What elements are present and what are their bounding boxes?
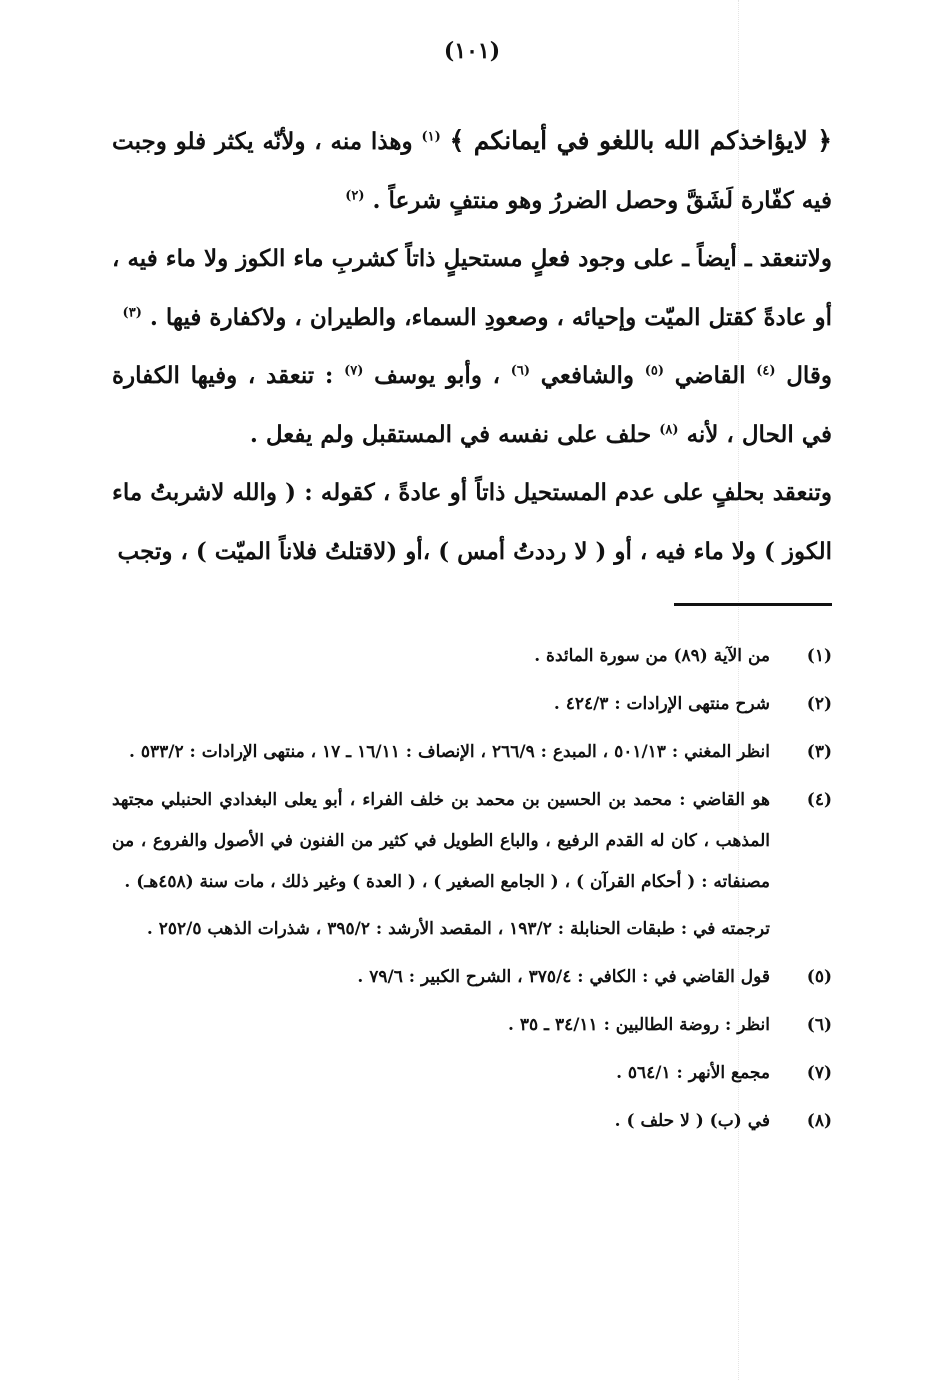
footnote-number: (٤) — [806, 790, 832, 810]
footnote-text: من الآية (٨٩) من سورة المائدة . — [534, 646, 770, 666]
footnote-text: انظر : روضة الطالبين : ٣٤/١١ ـ ٣٥ . — [508, 1015, 770, 1035]
footnote-ref-2[interactable]: (٢) — [345, 187, 365, 203]
footnote-5 — [112, 957, 832, 998]
footnote-number: (٦) — [806, 1015, 832, 1035]
footnotes — [112, 636, 832, 1149]
paragraph-3-text-a: وقال — [786, 362, 833, 389]
paragraph-4-text: وتنعقد بحلفٍ على عدم المستحيل ذاتاً أو عادةً ، كقوله : ( والله لاشربتُ ماء الكوز ) ولا ماء فيه ، أو ( لا رددتُ أمس ) ،أو (لاقتلتُ فلاناً الميّت ) ، وتجب — [112, 479, 832, 565]
paragraph-2 — [112, 230, 832, 347]
paragraph-1 — [112, 112, 832, 230]
footnote-text: شرح منتهى الإرادات : ٤٢٤/٣ . — [553, 694, 770, 714]
paragraph-3 — [112, 347, 832, 464]
paragraph-3-text-b: القاضي — [674, 362, 746, 389]
footnote-text: قول القاضي في : الكافي : ٣٧٥/٤ ، الشرح الكبير : ٧٩/٦ . — [357, 967, 770, 987]
footnote-text: مجمع الأنهر : ٥٦٤/١ . — [616, 1063, 770, 1083]
footnote-number: (١) — [806, 646, 832, 666]
footnote-3 — [112, 732, 832, 773]
footnote-number: (٢) — [806, 694, 832, 714]
paragraph-3-text-c: والشافعي — [540, 362, 635, 389]
footnote-number: (٥) — [806, 967, 832, 987]
paragraph-3-text-e: : تنعقد ، وفيها الكفارة في الحال ، لأنه — [112, 362, 832, 448]
footnote-1 — [112, 636, 832, 677]
footnote-text: في (ب) ( لا حلف ) . — [614, 1111, 770, 1131]
paragraph-3-text-d: ، وأبو يوسف — [374, 362, 501, 389]
footnote-text-sources: ترجمته في : طبقات الحنابلة : ١٩٣/٢ ، المقصد الأرشد : ٣٩٥/٢ ، شذرات الذهب ٢٥٢/٥ . — [146, 919, 770, 939]
footnote-ref-3[interactable]: (٣) — [122, 304, 142, 320]
footnote-number: (٣) — [806, 742, 832, 762]
footnote-4 — [112, 780, 832, 950]
footnote-text: انظر المغني : ٥٠١/١٣ ، المبدع : ٢٦٦/٩ ، الإنصاف : ١٦/١١ ـ ١٧ ، منتهى الإرادات : ٥٣٣/٢ . — [129, 742, 770, 762]
footnote-ref-6[interactable]: (٦) — [510, 363, 531, 379]
footnote-number: (٧) — [806, 1063, 832, 1083]
footnote-ref-4[interactable]: (٤) — [756, 363, 776, 379]
footnote-ref-8[interactable]: (٨) — [659, 421, 679, 437]
footnote-7 — [112, 1053, 832, 1094]
page-number: (١٠١) — [443, 38, 501, 64]
footnote-ref-5[interactable]: (٥) — [644, 363, 665, 379]
footnote-2 — [112, 684, 832, 725]
paragraph-2-text: ولاتنعقد ـ أيضاً ـ على وجود فعلٍ مستحيلٍ ذاتاً كشربِ ماء الكوز ولا ماء فيه ، أو عادةً كقتل الميّت وإحيائه ، وصعودِ السماء، والطيران ، ولاكفارة فيها . — [112, 245, 832, 331]
paragraph-3-text-f: حلف على نفسه في المستقبل ولم يفعل . — [249, 420, 652, 448]
footnote-6 — [112, 1005, 832, 1046]
paragraph-4 — [112, 464, 832, 581]
footnote-separator — [674, 603, 832, 606]
footnote-ref-7[interactable]: (٧) — [344, 363, 364, 379]
quran-verse: ﴿ لايؤاخذكم الله باللغو في أيمانكم ﴾ — [449, 126, 832, 155]
footnote-number: (٨) — [806, 1111, 832, 1131]
paragraph-1-text: وهذا منه ، ولأنّه يكثر فلو وجبت فيه كفّارة لَشَقَّ وحصل الضررُ وهو منتفٍ شرعاً . — [112, 128, 832, 214]
footnote-8 — [112, 1101, 832, 1142]
footnote-ref-1[interactable]: (١) — [421, 129, 441, 145]
main-text — [112, 112, 832, 581]
footnote-text: هو القاضي : محمد بن الحسين بن محمد بن خلف الفراء ، أبو يعلى البغدادي الحنبلي مجتهد المذهب ، كان له القدم الرفيع ، والباع الطويل في كثير من الفنون في الأصول والفروع ، من مصنفاته : ( أحكام القرآن ) ، ( الجامع الصغير ) ، ( العدة ) وغير ذلك ، مات سنة (٤٥٨هـ) . — [112, 790, 770, 892]
